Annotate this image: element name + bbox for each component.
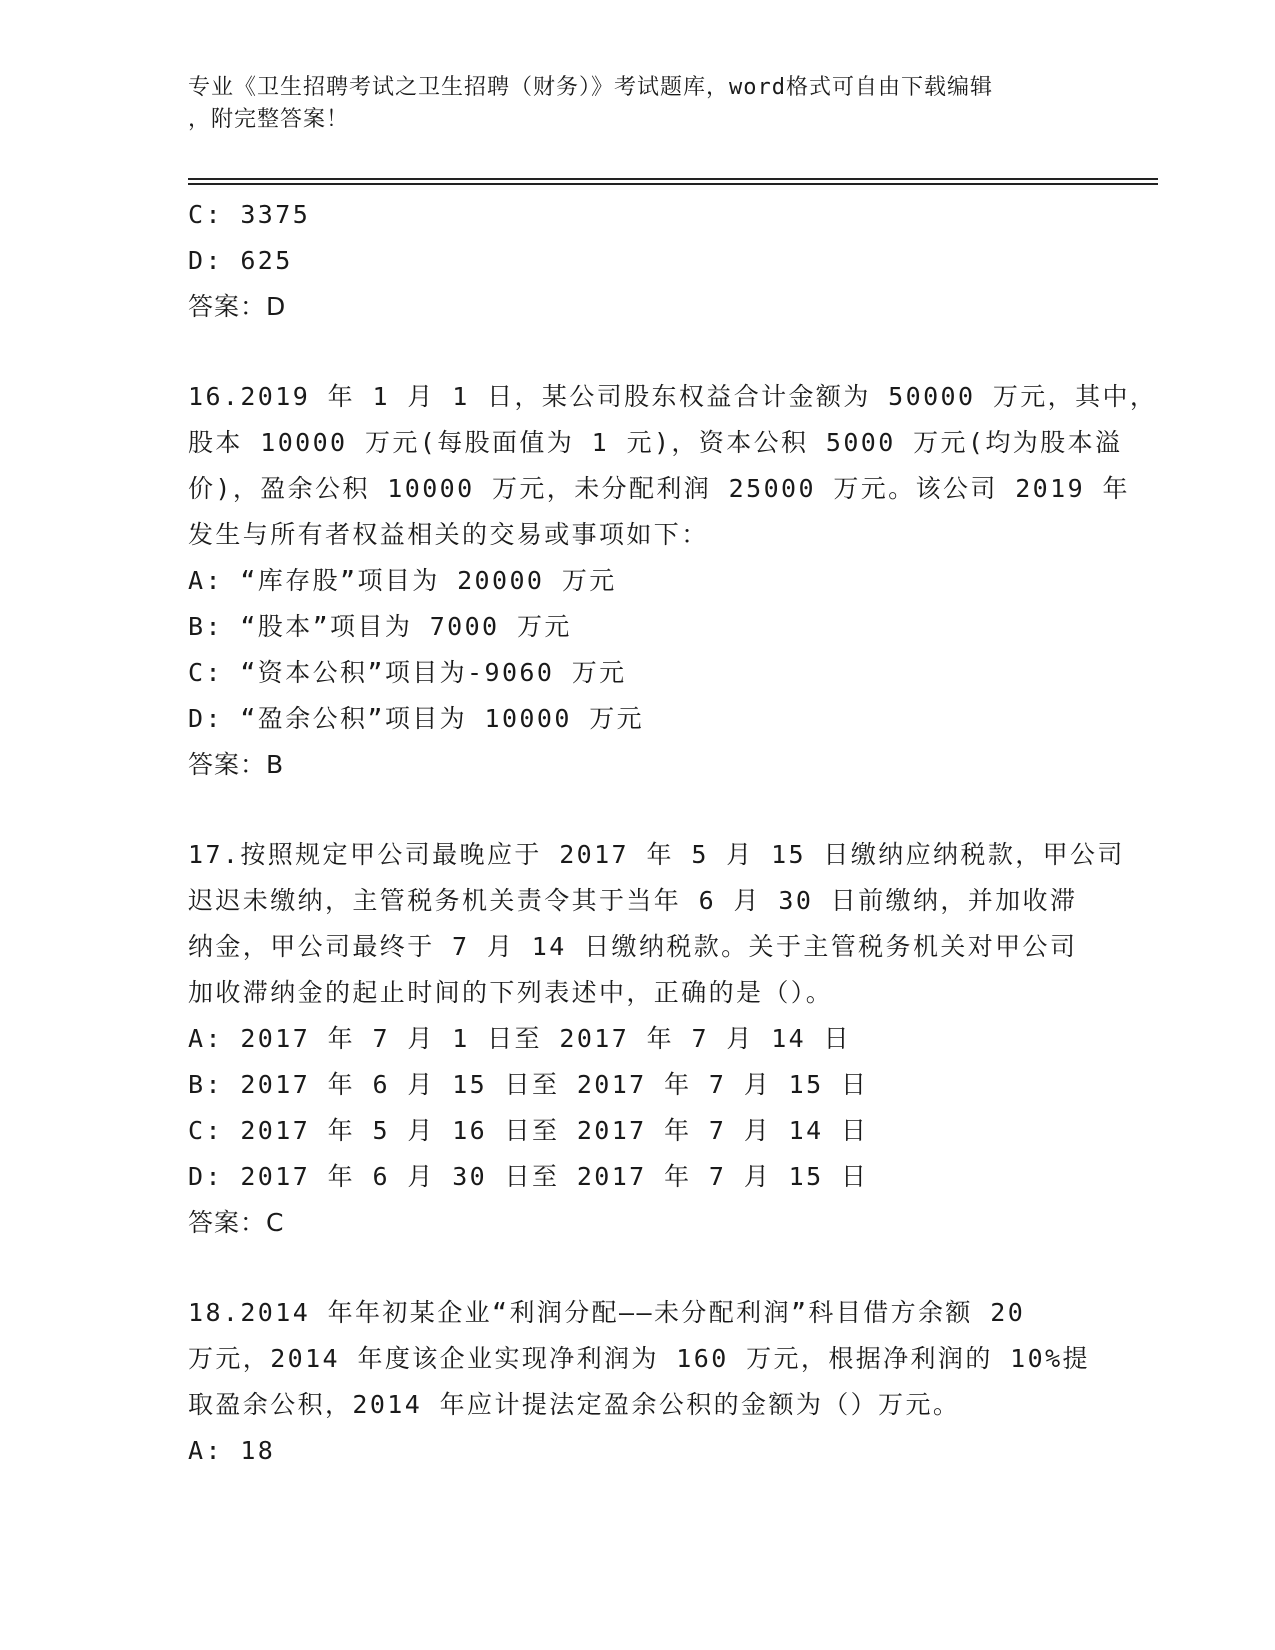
option-b: B: “股本”项目为 7000 万元 [188,612,572,641]
stem-line: 股本 10000 万元(每股面值为 1 元)，资本公积 5000 万元(均为股本溢 [188,428,1123,457]
stem-line: 万元，2014 年度该企业实现净利润为 160 万元，根据净利润的 10%提 [188,1344,1090,1373]
question-stem [188,1290,1088,1428]
answer-line: 答案：D [188,292,287,321]
option-d: D: “盈余公积”项目为 10000 万元 [188,704,645,733]
stem-line: 发生与所有者权益相关的交易或事项如下： [188,520,709,549]
header-line-2: ，附完整答案！ [188,107,350,132]
stem-line: 17.按照规定甲公司最晚应于 2017 年 5 月 15 日缴纳应纳税款，甲公司 [188,840,1125,869]
question-18 [188,1290,1088,1474]
stem-line: 价)，盈余公积 10000 万元，未分配利润 25000 万元。该公司 2019 年 [188,474,1130,503]
option-c: C: 2017 年 5 月 16 日至 2017 年 7 月 14 日 [188,1116,869,1145]
question-content [188,192,1158,1474]
stem-line: 16.2019 年 1 月 1 日，某公司股东权益合计金额为 50000 万元，其中， [188,382,1158,411]
option-a: A: 2017 年 7 月 1 日至 2017 年 7 月 14 日 [188,1024,851,1053]
option-c: C: “资本公积”项目为-9060 万元 [188,658,627,687]
stem-line: 18.2014 年年初某企业“利润分配——未分配利润”科目借方余额 20 [188,1298,1026,1327]
question-stem [188,832,1125,1016]
option-b: B: 2017 年 6 月 15 日至 2017 年 7 月 15 日 [188,1070,869,1099]
answer-line: 答案：B [188,750,285,779]
option-a: A: 18 [188,1436,276,1465]
question-17 [188,832,1125,1246]
option-a: A: “库存股”项目为 20000 万元 [188,566,617,595]
header-line-1: 专业《卫生招聘考试之卫生招聘（财务）》考试题库，word格式可自由下载编辑 [188,75,993,100]
stem-line: 加收滞纳金的起止时间的下列表述中，正确的是（）。 [188,978,834,1007]
answer-line: 答案：C [188,1208,285,1237]
header-rule-top [188,178,1158,180]
stem-line: 纳金，甲公司最终于 7 月 14 日缴纳税款。关于主管税务机关对甲公司 [188,932,1078,961]
question-16 [188,374,1158,788]
document-header [188,72,1088,136]
option-d: D: 625 [188,246,293,275]
header-rule-bottom [188,183,1158,185]
question-stem [188,374,1158,558]
option-d: D: 2017 年 6 月 30 日至 2017 年 7 月 15 日 [188,1162,869,1191]
option-c: C: 3375 [188,200,311,229]
stem-line: 迟迟未缴纳，主管税务机关责令其于当年 6 月 30 日前缴纳，并加收滞 [188,886,1078,915]
stem-line: 取盈余公积，2014 年应计提法定盈余公积的金额为（）万元。 [188,1390,961,1419]
prev-question-block [188,192,1088,330]
